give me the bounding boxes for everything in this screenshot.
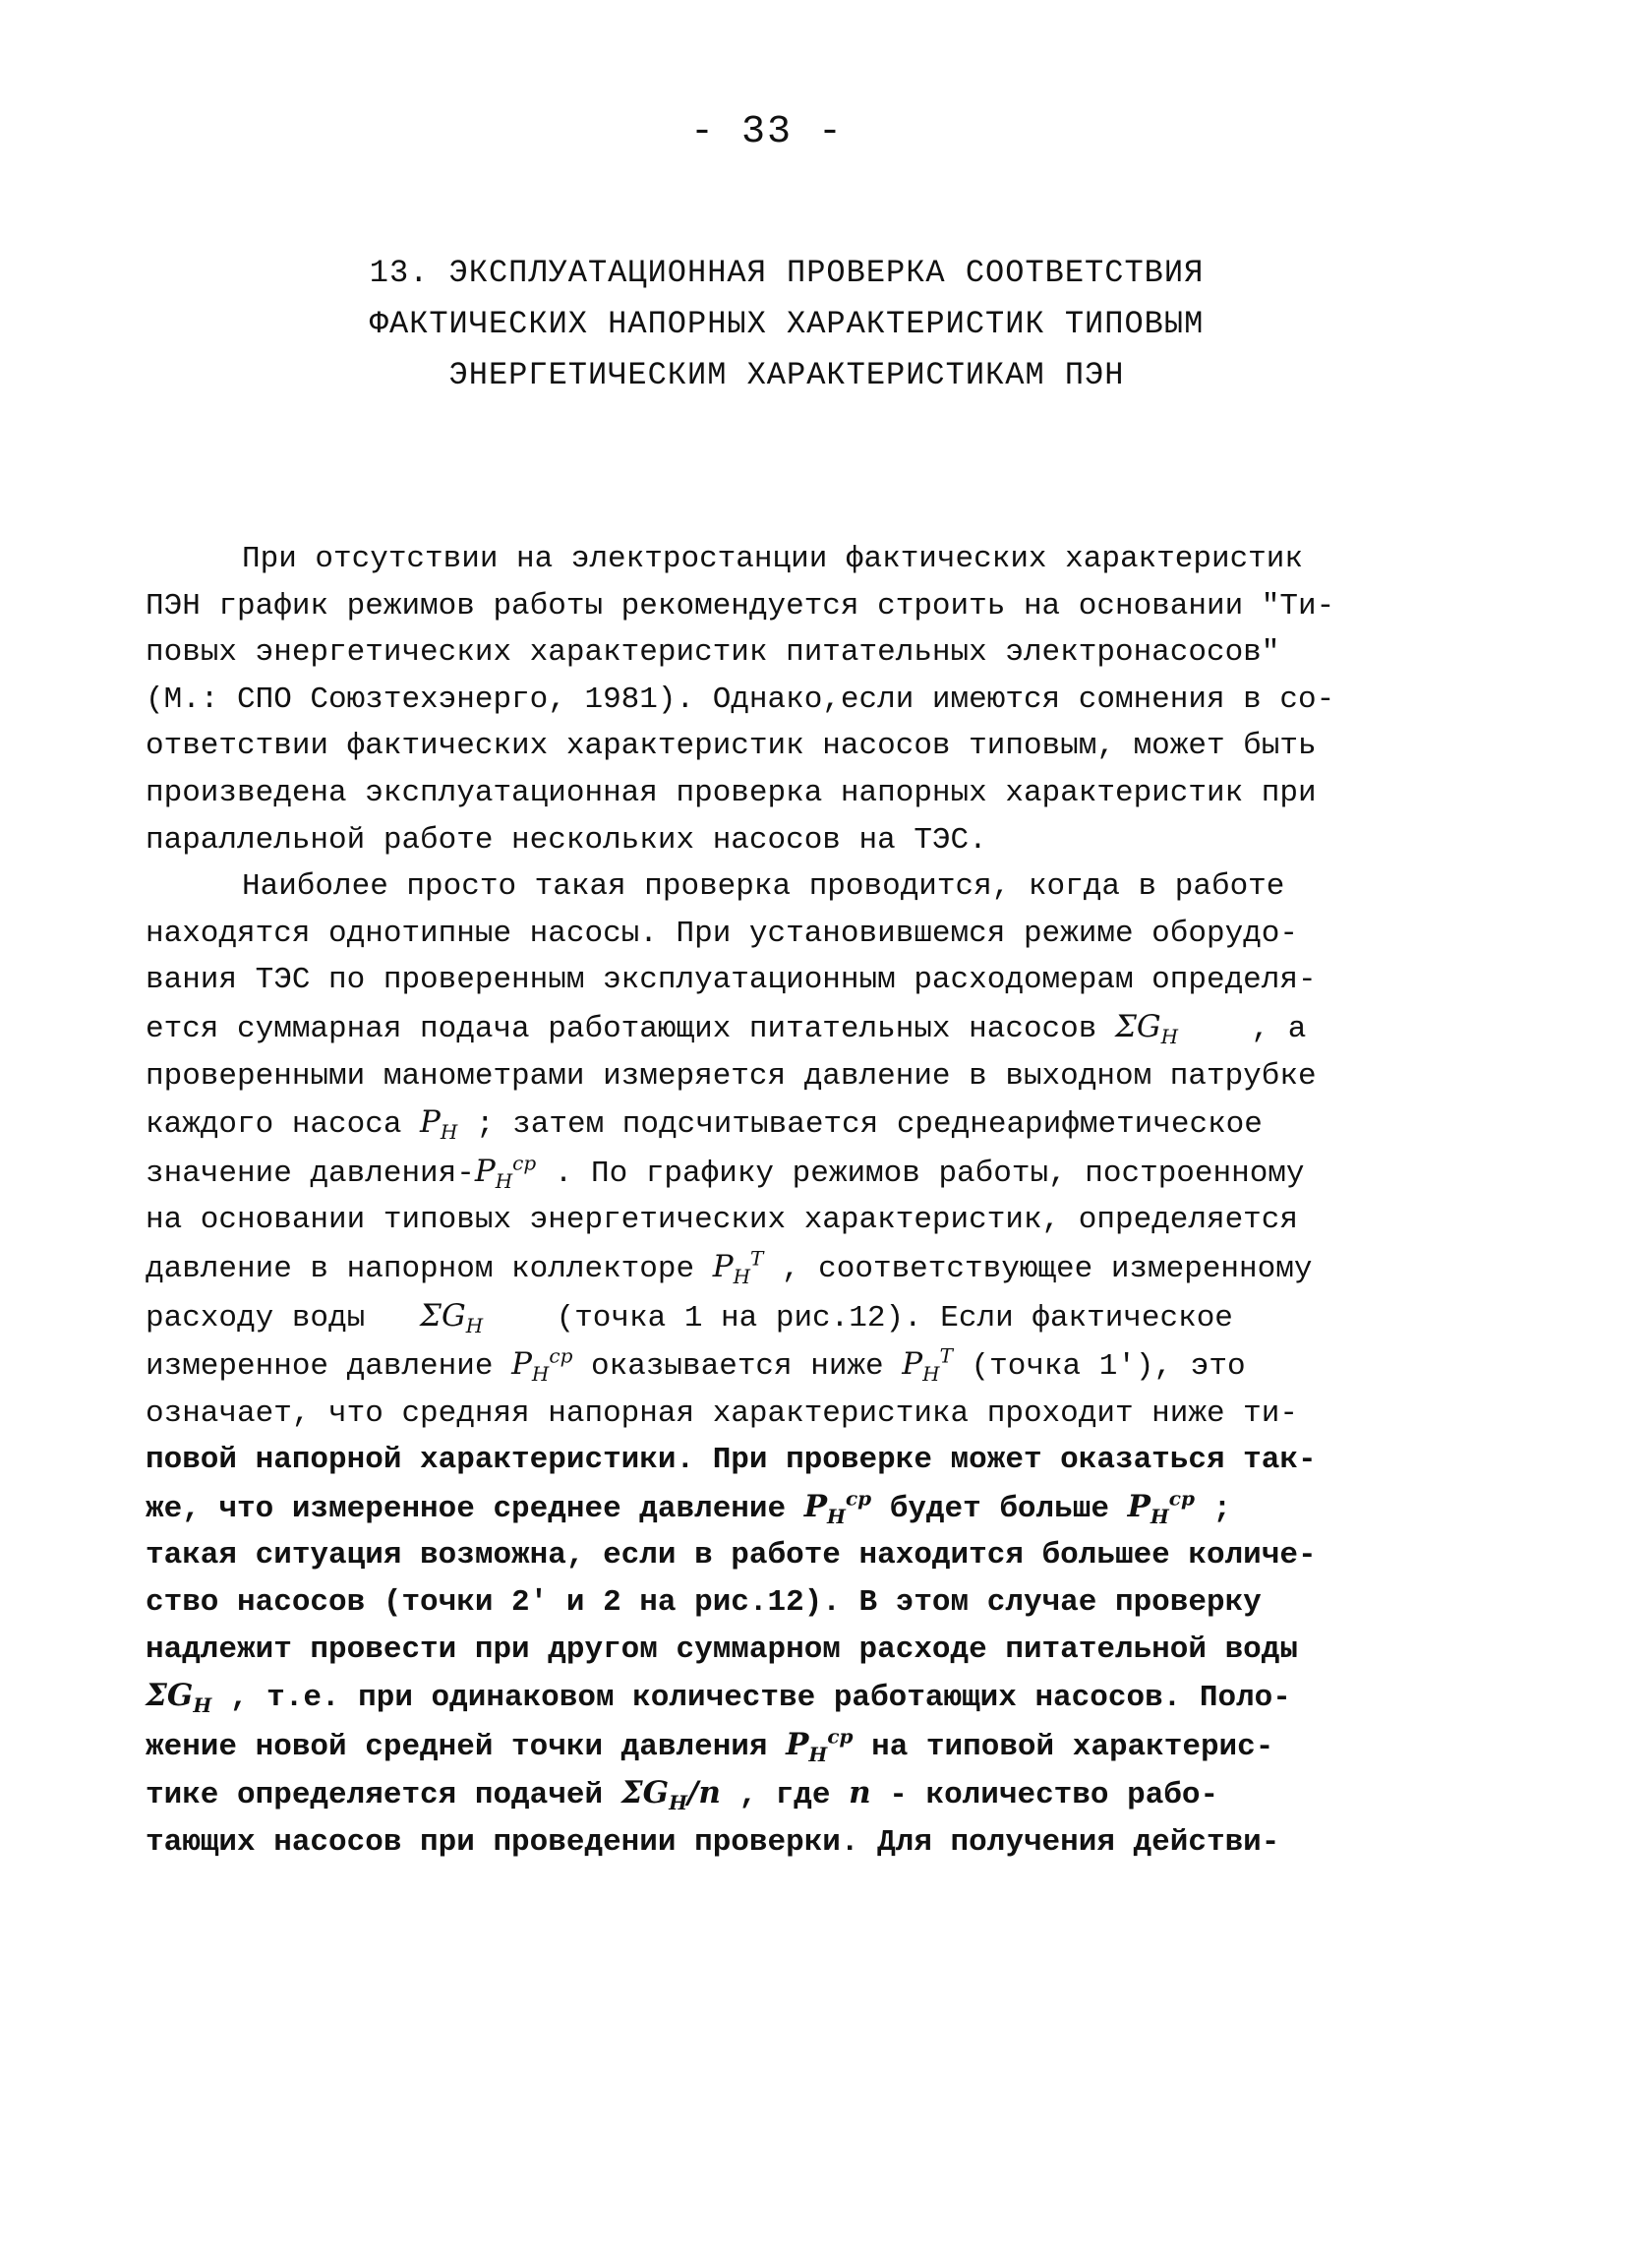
text-segment: давление в напорном коллекторе	[146, 1251, 713, 1286]
title-line-1: 13. ЭКСПЛУАТАЦИОННАЯ ПРОВЕРКА СООТВЕТСТВИЯ	[369, 255, 1205, 291]
text-line	[146, 1004, 1385, 1053]
text-line: параллельной работе нескольких насосов на ТЭС.	[146, 822, 987, 858]
text-line	[146, 1293, 1385, 1342]
text-line: повых энергетических характеристик питательных электронасосов"	[146, 635, 1280, 671]
text-segment: расходу воды	[146, 1300, 421, 1335]
text-line	[146, 1673, 1385, 1722]
text-line: Наиболее просто такая проверка проводится, когда в работе	[242, 869, 1285, 905]
text-line: произведена эксплуатационная проверка напорных характеристик при	[146, 775, 1317, 810]
formula-sum-gh: $\Sigma G_H$	[146, 1678, 212, 1718]
text-segment: , где	[720, 1778, 850, 1813]
text-line: находятся однотипные насосы. При установившемся режиме оборудо-	[146, 916, 1298, 951]
text-line: ответствии фактических характеристик насосов типовым, может быть	[146, 729, 1317, 764]
text-segment: тике определяется подачей	[146, 1778, 621, 1813]
formula-ph-cp: $P_H^{cp}$	[474, 1151, 537, 1193]
text-segment: каждого насоса	[146, 1107, 421, 1143]
text-segment: жение новой средней точки давления	[146, 1729, 787, 1764]
text-line	[146, 1722, 1385, 1771]
text-segment: (точка 1 на рис.12). Если фактическое	[483, 1300, 1233, 1335]
text-line: надлежит провести при другом суммарном расходе питательной воды	[146, 1632, 1298, 1667]
text-line: (М.: СПО Союзтехэнерго, 1981). Однако,если имеются сомнения в со-	[146, 682, 1335, 717]
text-line: ПЭН график режимов работы рекомендуется строить на основании "Ти-	[146, 588, 1335, 623]
text-segment: (точка 1'), это	[952, 1349, 1246, 1385]
body-text	[146, 536, 1385, 1867]
text-line: вания ТЭС по проверенным эксплуатационным расходомерам определя-	[146, 963, 1317, 998]
text-line: такая ситуация возможна, если в работе находится большее количе-	[146, 1538, 1317, 1573]
text-line: тающих насосов при проведении проверки. Для получения действи-	[146, 1825, 1280, 1861]
formula-sum-gh: $\Sigma G_H$	[420, 1297, 484, 1337]
text-segment: значение давления-	[146, 1156, 475, 1191]
text-line	[146, 1341, 1385, 1391]
text-line: означает, что средняя напорная характеристика проходит ниже ти-	[146, 1395, 1298, 1431]
text-segment: же, что измеренное среднее давление	[146, 1491, 804, 1526]
formula-ph-cp: $P_H^{cp}$	[511, 1343, 573, 1387]
text-segment: ;	[1194, 1491, 1232, 1526]
text-line: ство насосов (точки 2' и 2 на рис.12). В этом случае проверку	[146, 1585, 1262, 1621]
text-segment: , т.е. при одинаковом количестве работающих насосов. Поло-	[211, 1681, 1291, 1716]
text-segment: ется суммарная подача работающих питательных насосов	[146, 1011, 1115, 1046]
formula-ph-cp: $P_H^{cp}$	[786, 1724, 854, 1767]
text-segment: - количество рабо-	[870, 1778, 1219, 1813]
formula-sum-gh: $\Sigma G_H$	[1114, 1008, 1179, 1049]
formula-ph-cp: $P_H^{cp}$	[803, 1486, 872, 1529]
title-line-3: ЭНЕРГЕТИЧЕСКИМ ХАРАКТЕРИСТИКАМ ПЭН	[448, 357, 1125, 393]
text-line	[146, 1484, 1385, 1533]
formula-ph: $P_H$	[420, 1104, 458, 1145]
section-title	[0, 248, 1573, 401]
title-line-2: ФАКТИЧЕСКИХ НАПОРНЫХ ХАРАКТЕРИСТИК ТИПОВЫМ	[369, 306, 1205, 342]
text-line: на основании типовых энергетических характеристик, определяется	[146, 1203, 1298, 1238]
text-segment: будет больше	[871, 1491, 1128, 1526]
text-line	[146, 1770, 1385, 1819]
text-segment: ; затем подсчитывается среднеарифметическое	[457, 1107, 1263, 1143]
text-line: проверенными манометрами измеряется давление в выходном патрубке	[146, 1058, 1317, 1094]
formula-ph-cp: $P_H^{cp}$	[1127, 1486, 1195, 1529]
formula-ph-t: $P_H^T$	[902, 1343, 953, 1387]
formula-ph-t: $P_H^T$	[712, 1246, 764, 1289]
text-segment: , а	[1178, 1011, 1307, 1046]
formula-sum-gh-over-n: $\Sigma G_H/n$	[620, 1775, 721, 1815]
text-segment: . По графику режимов работы, построенному	[536, 1156, 1305, 1191]
text-line: При отсутствии на электростанции фактических характеристик	[242, 542, 1303, 576]
text-line	[146, 1149, 1385, 1198]
page-number: - 33 -	[689, 110, 845, 154]
text-segment: , соответствующее измеренному	[763, 1251, 1313, 1286]
text-segment: измеренное давление	[146, 1349, 512, 1385]
text-segment: оказывается ниже	[572, 1349, 903, 1385]
text-segment: на типовой характерис-	[853, 1729, 1274, 1764]
text-line: повой напорной характеристики. При проверке может оказаться так-	[146, 1443, 1317, 1478]
formula-n: n	[849, 1775, 871, 1811]
text-line	[146, 1244, 1385, 1293]
text-line	[146, 1099, 1385, 1149]
